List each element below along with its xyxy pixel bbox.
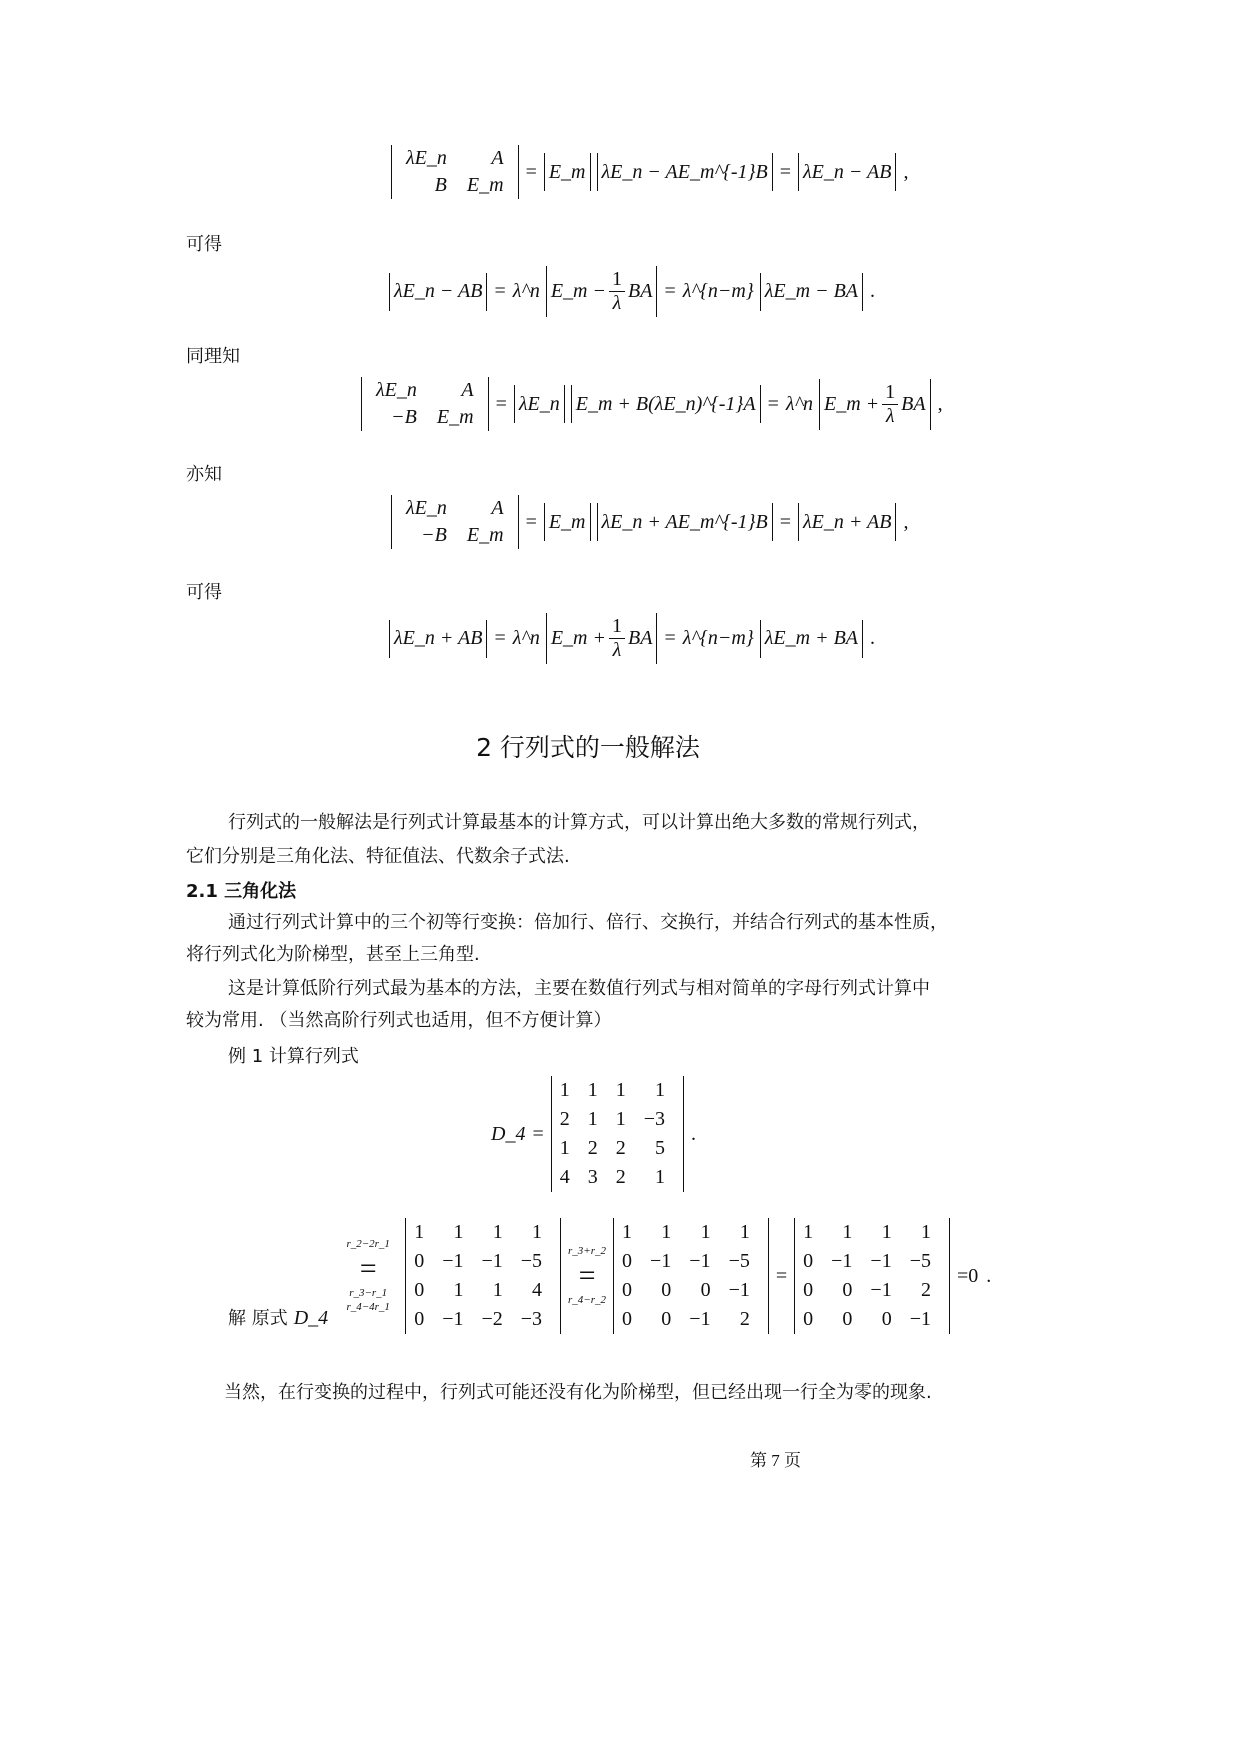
matrix-cell: −1 xyxy=(870,1250,892,1272)
math-term: λ^{n−m} xyxy=(682,627,754,649)
matrix-cell: 1 xyxy=(492,1221,503,1243)
math-term: D_4 xyxy=(491,1122,526,1145)
absolute-value: λE_n + AB xyxy=(389,620,487,658)
matrix-cell: A xyxy=(461,379,474,401)
math-term: E_m − xyxy=(550,280,606,302)
matrix-cell: 1 xyxy=(661,1221,672,1243)
matrix-cell: 2 xyxy=(615,1137,626,1159)
absolute-value: λE_n − AB xyxy=(798,153,896,191)
math-term: E_m + xyxy=(550,627,606,649)
equals-sign: = xyxy=(578,1259,596,1292)
matrix-cell: 1 xyxy=(615,1079,626,1101)
matrix-cell: −B xyxy=(421,524,447,546)
matrix-cell: 0 xyxy=(842,1279,853,1301)
formula-solution xyxy=(334,1218,995,1334)
absolute-value: λE_n + AB xyxy=(798,503,896,541)
matrix-cell: 0 xyxy=(661,1308,672,1330)
row-operation-equals xyxy=(568,1245,606,1307)
math-term: BA xyxy=(628,627,653,649)
matrix-cell: 3 xyxy=(587,1166,598,1188)
math-operator: . xyxy=(870,280,876,302)
matrix-cell: −1 xyxy=(689,1250,711,1272)
matrix-cell: 0 xyxy=(842,1308,853,1330)
matrix-cell: 2 xyxy=(587,1137,598,1159)
numerator: 1 xyxy=(882,381,898,405)
formula-2 xyxy=(386,266,879,317)
matrix-cell: 2 xyxy=(920,1279,931,1301)
math-operator: = xyxy=(525,510,537,533)
matrix-cell: 1 xyxy=(615,1108,626,1130)
formula-d4 xyxy=(488,1076,700,1192)
matrix-cell: 1 xyxy=(414,1221,425,1243)
solution-line xyxy=(228,1218,995,1334)
operation-bottom: r_4−r_2 xyxy=(568,1294,607,1306)
matrix-cell: λE_n xyxy=(406,497,447,519)
matrix-cell: A xyxy=(491,147,504,169)
matrix-cell: −1 xyxy=(689,1308,711,1330)
matrix-cell: 1 xyxy=(920,1221,931,1243)
math-operator: = xyxy=(779,160,791,183)
numerator: 1 xyxy=(609,268,625,292)
matrix-cell: λE_n xyxy=(406,147,447,169)
math-operator: = xyxy=(767,392,779,415)
math-operator: = xyxy=(779,510,791,533)
math-operator: = xyxy=(494,627,506,649)
matrix-cell: 1 xyxy=(492,1279,503,1301)
solution-label: 解 原式 xyxy=(228,1308,288,1329)
matrix-cell: B xyxy=(434,174,447,196)
matrix-cell: 1 xyxy=(700,1221,711,1243)
absolute-value: λE_n xyxy=(514,385,565,423)
math-operator: , xyxy=(903,160,909,183)
matrix-cell: 0 xyxy=(622,1308,633,1330)
matrix-cell: E_m xyxy=(436,406,474,428)
operation-bottom: r_3−r_1 r_4−4r_1 xyxy=(346,1287,390,1313)
absolute-value: E_m xyxy=(544,153,591,191)
operation-top: r_3+r_2 xyxy=(568,1244,607,1257)
matrix-cell: 1 xyxy=(587,1108,598,1130)
numeric-determinant xyxy=(551,1076,684,1192)
formula-3 xyxy=(358,377,947,431)
label-tonglizhi: 同理知 xyxy=(186,346,240,367)
math-operator: =0 xyxy=(956,1264,979,1287)
matrix-cell: 1 xyxy=(622,1221,633,1243)
page-number: 第 7 页 xyxy=(750,1451,801,1470)
equals-sign: = xyxy=(359,1252,377,1286)
fraction xyxy=(609,268,625,315)
matrix-cell: 2 xyxy=(615,1166,626,1188)
math-operator: = xyxy=(664,280,676,302)
label-yizhi: 亦知 xyxy=(186,464,222,485)
p1-line-1: 通过行列式计算中的三个初等行变换：倍加行、倍行、交换行，并结合行列式的基本性质， xyxy=(228,912,948,933)
absolute-value xyxy=(546,613,658,664)
math-operator: . xyxy=(870,627,876,649)
math-operator: = xyxy=(775,1264,788,1287)
absolute-value: λE_n + AE_m^{-1}B xyxy=(597,503,773,541)
row-operation-equals xyxy=(338,1238,398,1314)
matrix-cell: −1 xyxy=(481,1250,503,1272)
matrix-cell: −5 xyxy=(728,1250,750,1272)
denominator: λ xyxy=(612,292,622,314)
formula-1 xyxy=(388,145,912,199)
solution-prefix xyxy=(228,1304,328,1334)
matrix-cell: 4 xyxy=(559,1166,570,1188)
operation-top: r_2−2r_1 xyxy=(346,1238,390,1251)
matrix-cell: 1 xyxy=(453,1221,464,1243)
absolute-value xyxy=(819,379,931,430)
solution-d4: D_4 xyxy=(293,1307,329,1329)
denominator: λ xyxy=(885,404,895,427)
conclusion: 当然，在行变换的过程中，行列式可能还没有化为阶梯型，但已经出现一行全为零的现象. xyxy=(224,1382,932,1403)
absolute-value: λE_m + BA xyxy=(760,620,863,658)
matrix-cell: −5 xyxy=(909,1250,931,1272)
math-operator: = xyxy=(525,160,537,183)
determinant xyxy=(391,495,519,549)
p2-line-2: 较为常用. （当然高阶行列式也适用，但不方便计算） xyxy=(186,1010,612,1031)
matrix-cell: −B xyxy=(391,406,417,428)
matrix-cell: 1 xyxy=(655,1079,666,1101)
matrix-cell: λE_n xyxy=(376,379,417,401)
matrix-cell: 0 xyxy=(881,1308,892,1330)
matrix-cell: 4 xyxy=(532,1279,543,1301)
subsection-title: 2.1 三角化法 xyxy=(186,881,297,902)
intro-line-1: 行列式的一般解法是行列式计算最基本的计算方式，可以计算出绝大多数的常规行列式， xyxy=(228,812,930,833)
matrix-cell: 1 xyxy=(881,1221,892,1243)
matrix-cell: 5 xyxy=(655,1137,666,1159)
matrix-cell: 0 xyxy=(803,1308,814,1330)
matrix-cell: 1 xyxy=(803,1221,814,1243)
math-operator: , xyxy=(903,510,909,533)
matrix-cell: A xyxy=(491,497,504,519)
matrix-cell: 0 xyxy=(803,1279,814,1301)
fraction xyxy=(609,615,625,662)
matrix-cell: 0 xyxy=(622,1279,633,1301)
label-kede-2: 可得 xyxy=(186,582,222,603)
fraction xyxy=(882,381,898,428)
p2-line-1: 这是计算低阶行列式最为基本的方法，主要在数值行列式与相对简单的字母行列式计算中 xyxy=(228,978,930,999)
determinant xyxy=(361,377,489,431)
math-term: λ^n xyxy=(512,280,540,302)
matrix-cell: 2 xyxy=(559,1108,570,1130)
absolute-value xyxy=(546,266,658,317)
numeric-determinant xyxy=(405,1218,561,1334)
math-term: BA xyxy=(628,280,653,302)
math-operator: = xyxy=(495,392,507,415)
matrix-cell: −3 xyxy=(520,1308,543,1330)
example-label: 例 1 计算行列式 xyxy=(228,1046,359,1067)
denominator: λ xyxy=(612,639,622,661)
math-term: BA xyxy=(901,392,926,415)
matrix-cell: −1 xyxy=(831,1250,853,1272)
matrix-cell: −2 xyxy=(481,1308,503,1330)
numerator: 1 xyxy=(609,615,625,639)
math-term: λ^n xyxy=(512,627,540,649)
matrix-cell: 0 xyxy=(414,1279,425,1301)
numeric-determinant xyxy=(794,1218,950,1334)
matrix-cell: −3 xyxy=(643,1108,666,1130)
matrix-cell: −1 xyxy=(909,1308,931,1330)
matrix-cell: 1 xyxy=(739,1221,750,1243)
matrix-cell: 1 xyxy=(532,1221,543,1243)
matrix-cell: 0 xyxy=(414,1308,425,1330)
math-term: E_m + xyxy=(824,392,880,415)
matrix-cell: 1 xyxy=(559,1079,570,1101)
matrix-cell: 1 xyxy=(587,1079,598,1101)
section-heading: 2 行列式的一般解法 xyxy=(476,733,700,762)
matrix-cell: 1 xyxy=(559,1137,570,1159)
matrix-cell: −5 xyxy=(520,1250,543,1272)
absolute-value: λE_n − AB xyxy=(389,273,487,311)
math-operator: . xyxy=(691,1122,697,1145)
matrix-cell: 1 xyxy=(453,1279,464,1301)
absolute-value: λE_n − AE_m^{-1}B xyxy=(597,153,773,191)
intro-line-2: 它们分别是三角化法、特征值法、代数余子式法. xyxy=(186,846,570,867)
math-operator: = xyxy=(494,280,506,302)
p1-line-2: 将行列式化为阶梯型，甚至上三角型. xyxy=(186,944,480,965)
math-operator: . xyxy=(986,1264,992,1287)
determinant xyxy=(391,145,519,199)
absolute-value: E_m + B(λE_n)^{-1}A xyxy=(571,385,761,423)
matrix-cell: 0 xyxy=(414,1250,425,1272)
formula-5 xyxy=(386,613,879,664)
math-operator: , xyxy=(937,392,943,415)
math-operator: = xyxy=(664,627,676,649)
matrix-cell: 0 xyxy=(803,1250,814,1272)
math-operator: = xyxy=(532,1122,544,1145)
math-term: λ^{n−m} xyxy=(682,280,754,302)
absolute-value: E_m xyxy=(544,503,591,541)
label-kede-1: 可得 xyxy=(186,234,222,255)
math-term: λ^n xyxy=(785,392,814,415)
matrix-cell: E_m xyxy=(466,174,504,196)
matrix-cell: −1 xyxy=(650,1250,672,1272)
formula-4 xyxy=(388,495,912,549)
matrix-cell: 1 xyxy=(655,1166,666,1188)
matrix-cell: 0 xyxy=(661,1279,672,1301)
matrix-cell: −1 xyxy=(728,1279,750,1301)
matrix-cell: 2 xyxy=(739,1308,750,1330)
matrix-cell: 0 xyxy=(622,1250,633,1272)
matrix-cell: 0 xyxy=(700,1279,711,1301)
absolute-value: λE_m − BA xyxy=(760,273,863,311)
matrix-cell: −1 xyxy=(442,1250,464,1272)
matrix-cell: −1 xyxy=(870,1279,892,1301)
numeric-determinant xyxy=(613,1218,769,1334)
matrix-cell: −1 xyxy=(442,1308,464,1330)
matrix-cell: E_m xyxy=(466,524,504,546)
matrix-cell: 1 xyxy=(842,1221,853,1243)
